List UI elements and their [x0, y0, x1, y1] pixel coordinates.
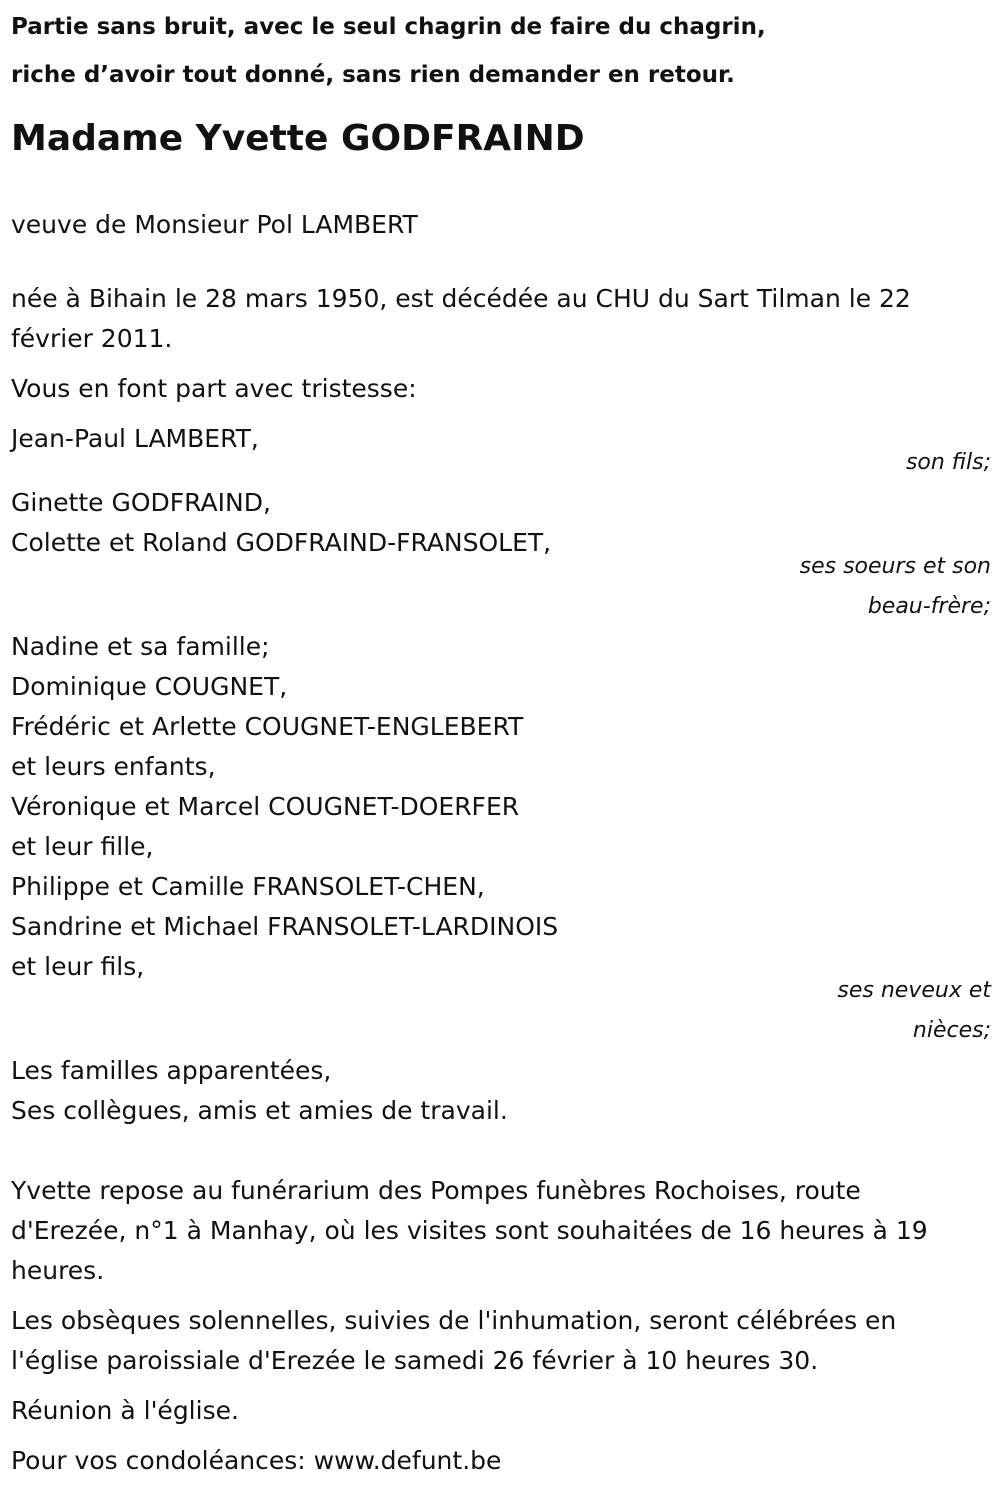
family-member: et leur fille,: [11, 832, 154, 861]
family-member: Dominique COUGNET,: [11, 672, 288, 701]
obituary-page: [11, 0, 991, 1481]
family-member: Sandrine et Michael FRANSOLET-LARDINOIS: [11, 912, 559, 941]
birth-death-line: née à Bihain le 28 mars 1950, est décédée au CHU du Sart Tilman le 22: [11, 284, 911, 313]
family-member: Ginette GODFRAIND,: [11, 488, 271, 517]
relation-line: ses neveux et: [837, 978, 991, 1003]
visitation-line: d'Erezée, n°1 à Manhay, où les visites sont souhaitées de 16 heures à 19: [11, 1216, 928, 1245]
condolences-note: Pour vos condoléances: www.defunt.be: [11, 1446, 502, 1475]
relation-line: son fils;: [905, 450, 991, 475]
announcement: Vous en font part avec tristesse:: [11, 374, 417, 403]
relation-line: nièces;: [912, 1018, 991, 1043]
deceased-name: Madame Yvette GODFRAIND: [11, 118, 585, 159]
visitation-line: Yvette repose au funérarium des Pompes funèbres Rochoises, route: [11, 1176, 861, 1205]
family-member: Ses collègues, amis et amies de travail.: [11, 1096, 508, 1125]
family-member: et leur fils,: [11, 952, 145, 981]
family-member: Philippe et Camille FRANSOLET-CHEN,: [11, 872, 485, 901]
family-member: et leurs enfants,: [11, 752, 216, 781]
widow-of: veuve de Monsieur Pol LAMBERT: [11, 210, 418, 239]
birth-death-line: février 2011.: [11, 324, 173, 353]
birth-death: [11, 279, 991, 359]
visitation-paragraph: [11, 1171, 991, 1291]
funeral-line: Les obsèques solennelles, suivies de l'inhumation, seront célébrées en: [11, 1306, 897, 1335]
family-member: Nadine et sa famille;: [11, 632, 270, 661]
family-member: Frédéric et Arlette COUGNET-ENGLEBERT: [11, 712, 524, 741]
epitaph-line: Partie sans bruit, avec le seul chagrin de faire du chagrin,: [11, 14, 766, 40]
family-member: Jean-Paul LAMBERT,: [11, 424, 259, 453]
relation-line: ses soeurs et son: [799, 554, 991, 579]
visitation-line: heures.: [11, 1256, 105, 1285]
family-member: Les familles apparentées,: [11, 1056, 332, 1085]
funeral-paragraph: [11, 1301, 991, 1381]
family-group-others: [11, 1051, 991, 1131]
family-member: Véronique et Marcel COUGNET-DOERFER: [11, 792, 520, 821]
relation-nephews: [11, 971, 991, 1051]
epitaph-line: riche d’avoir tout donné, sans rien demander en retour.: [11, 62, 735, 88]
relation-line: beau-frère;: [867, 594, 991, 619]
meeting-note: Réunion à l'église.: [11, 1396, 239, 1425]
family-member: Colette et Roland GODFRAIND-FRANSOLET,: [11, 528, 552, 557]
family-group-nephews: [11, 627, 991, 987]
funeral-line: l'église paroissiale d'Erezée le samedi 26 février à 10 heures 30.: [11, 1346, 819, 1375]
epitaph: [11, 3, 991, 99]
